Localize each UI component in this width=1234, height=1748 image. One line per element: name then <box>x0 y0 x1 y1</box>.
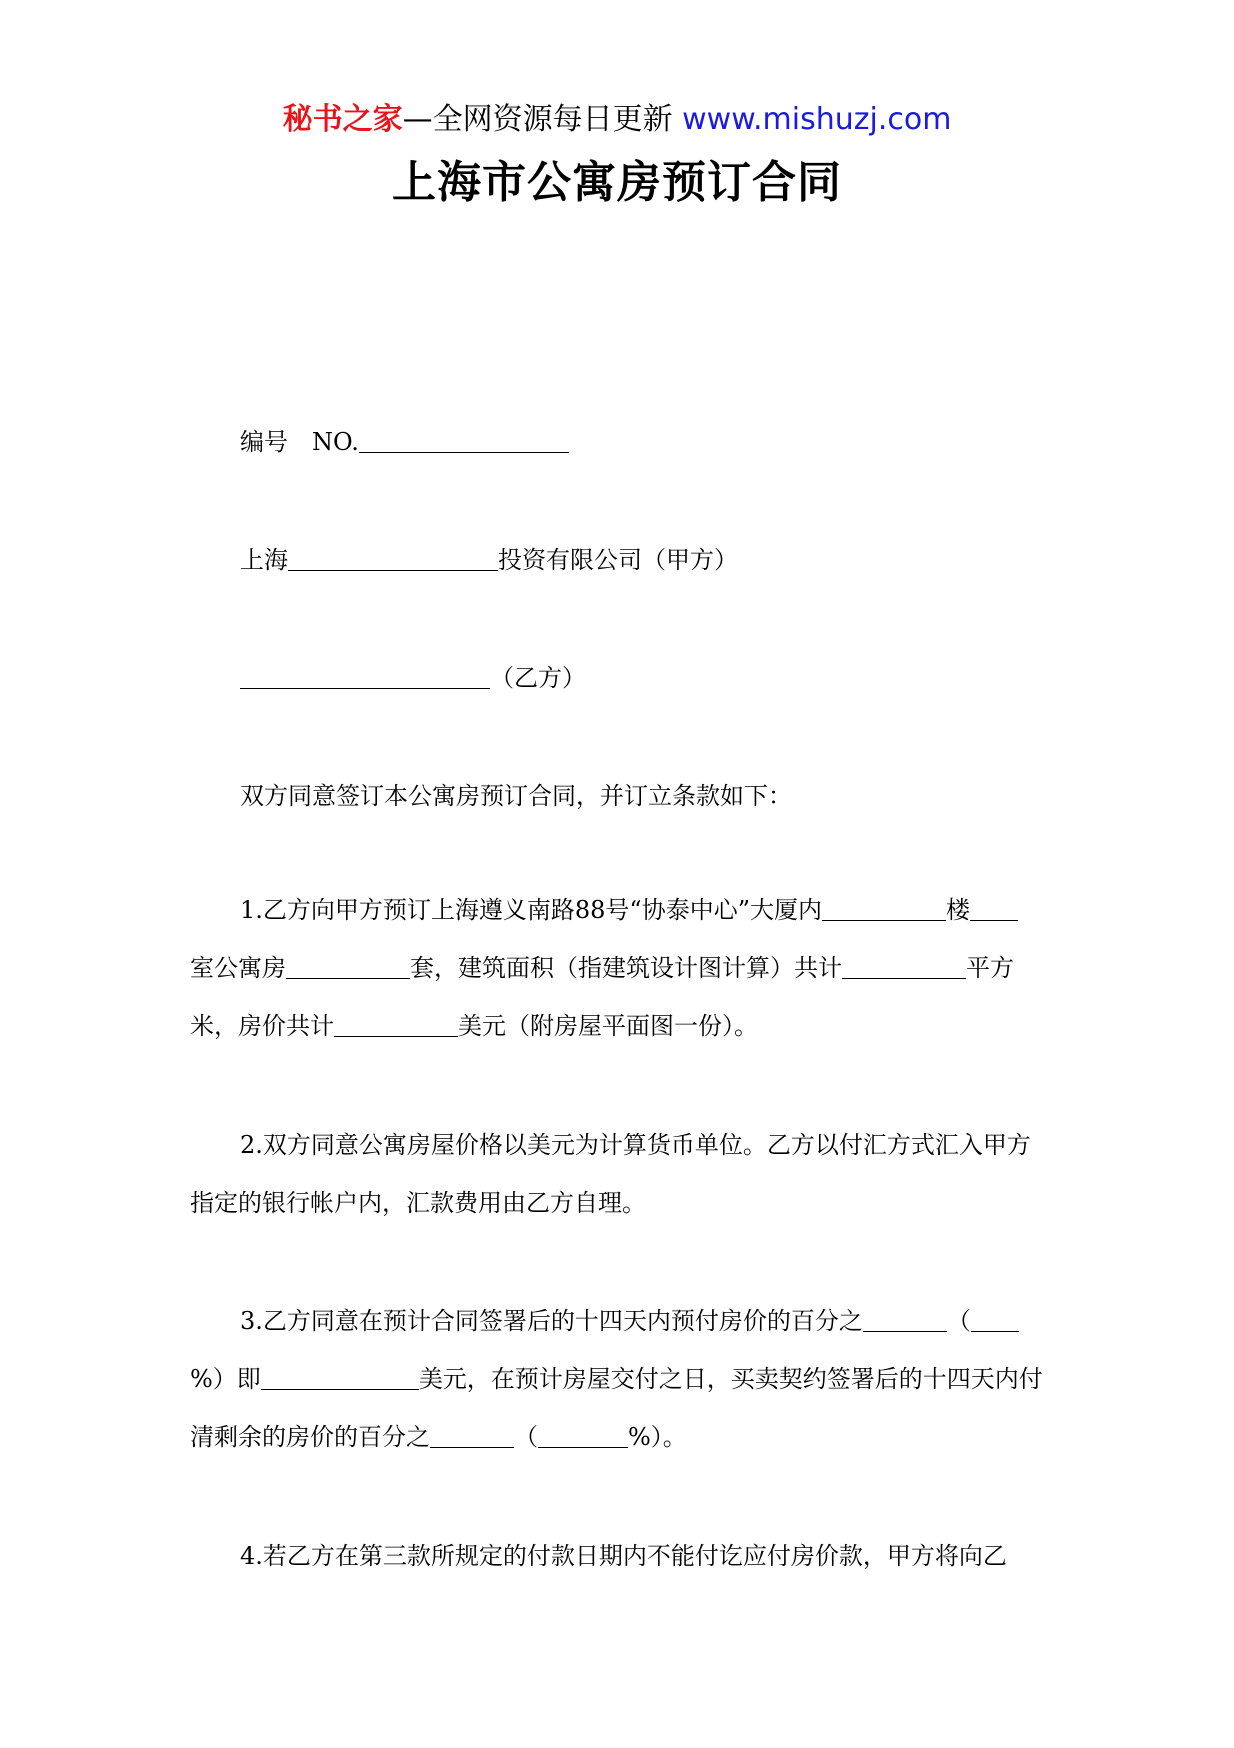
intro-line <box>240 781 792 811</box>
clause-1-text-e: 平方米，房价共计 <box>190 954 1014 1040</box>
clause-4 <box>190 1527 1045 1585</box>
clause-1-blank-room <box>970 896 1018 921</box>
clause-2-text: 2.双方同意公寓房屋价格以美元为计算货币单位。乙方以付汇方式汇入甲方指定的银行帐户内，汇款费用由乙方自理。 <box>190 1131 1031 1217</box>
clause-3-blank-percent-2 <box>430 1423 514 1448</box>
clause-3-text-d: 美元，在预计房屋交付之日，买卖契约签署后的十四天内付清剩余的房价的百分之 <box>190 1365 1043 1451</box>
clause-4-text: 4.若乙方在第三款所规定的付款日期内不能付讫应付房价款，甲方将向乙 <box>240 1542 1007 1570</box>
clause-3-text-e: （ <box>514 1423 538 1451</box>
party-b-suffix: （乙方） <box>490 664 586 692</box>
party-a-prefix: 上海 <box>240 546 288 574</box>
document-title: 上海市公寓房预订合同 <box>392 157 842 208</box>
clause-1-blank-price <box>334 1012 458 1037</box>
clause-1-text-f: 美元（附房屋平面图一份）。 <box>458 1012 758 1040</box>
clause-3-blank-percent-1-words <box>971 1307 1019 1332</box>
banner-url[interactable]: www.mishuzj.com <box>682 102 952 137</box>
clause-1-text-b: 楼 <box>945 896 970 924</box>
clause-2 <box>190 1116 1045 1232</box>
clause-3-blank-amount <box>261 1365 419 1390</box>
contract-number-line <box>240 427 569 457</box>
clause-1-text-c: 室公寓房 <box>190 954 286 982</box>
clause-3-blank-percent-1 <box>863 1307 947 1332</box>
clause-1 <box>190 881 1045 1055</box>
clause-1-blank-floor <box>822 896 946 921</box>
banner-slogan: —全网资源每日更新 <box>402 102 683 137</box>
clause-1-text-d: 套，建筑面积（指建筑设计图计算）共计 <box>410 954 842 982</box>
clause-3-blank-percent-2-words <box>538 1423 628 1448</box>
party-a-blank <box>288 546 498 571</box>
party-b-line <box>240 663 586 693</box>
clause-1-blank-area <box>842 954 966 979</box>
site-banner <box>0 100 1234 140</box>
clause-3-text-c: %）即 <box>190 1365 261 1393</box>
contract-number-blank <box>359 428 569 453</box>
banner-brand: 秘书之家 <box>282 102 403 137</box>
clause-3-text-a: 3.乙方同意在预计合同签署后的十四天内预付房价的百分之 <box>240 1307 863 1335</box>
clause-3-text-f: %）。 <box>628 1423 687 1451</box>
clause-3 <box>190 1292 1045 1466</box>
intro-text: 双方同意签订本公寓房预订合同，并订立条款如下： <box>240 782 792 810</box>
party-b-blank <box>240 664 490 689</box>
clause-3-text-b: （ <box>946 1307 971 1335</box>
party-a-line <box>240 545 738 575</box>
clause-1-blank-units <box>286 954 410 979</box>
contract-number-label: 编号 NO. <box>240 428 359 456</box>
party-a-suffix: 投资有限公司（甲方） <box>498 546 738 574</box>
clause-1-text-a: 1.乙方向甲方预订上海遵义南路88号“协泰中心”大厦内 <box>240 896 822 924</box>
